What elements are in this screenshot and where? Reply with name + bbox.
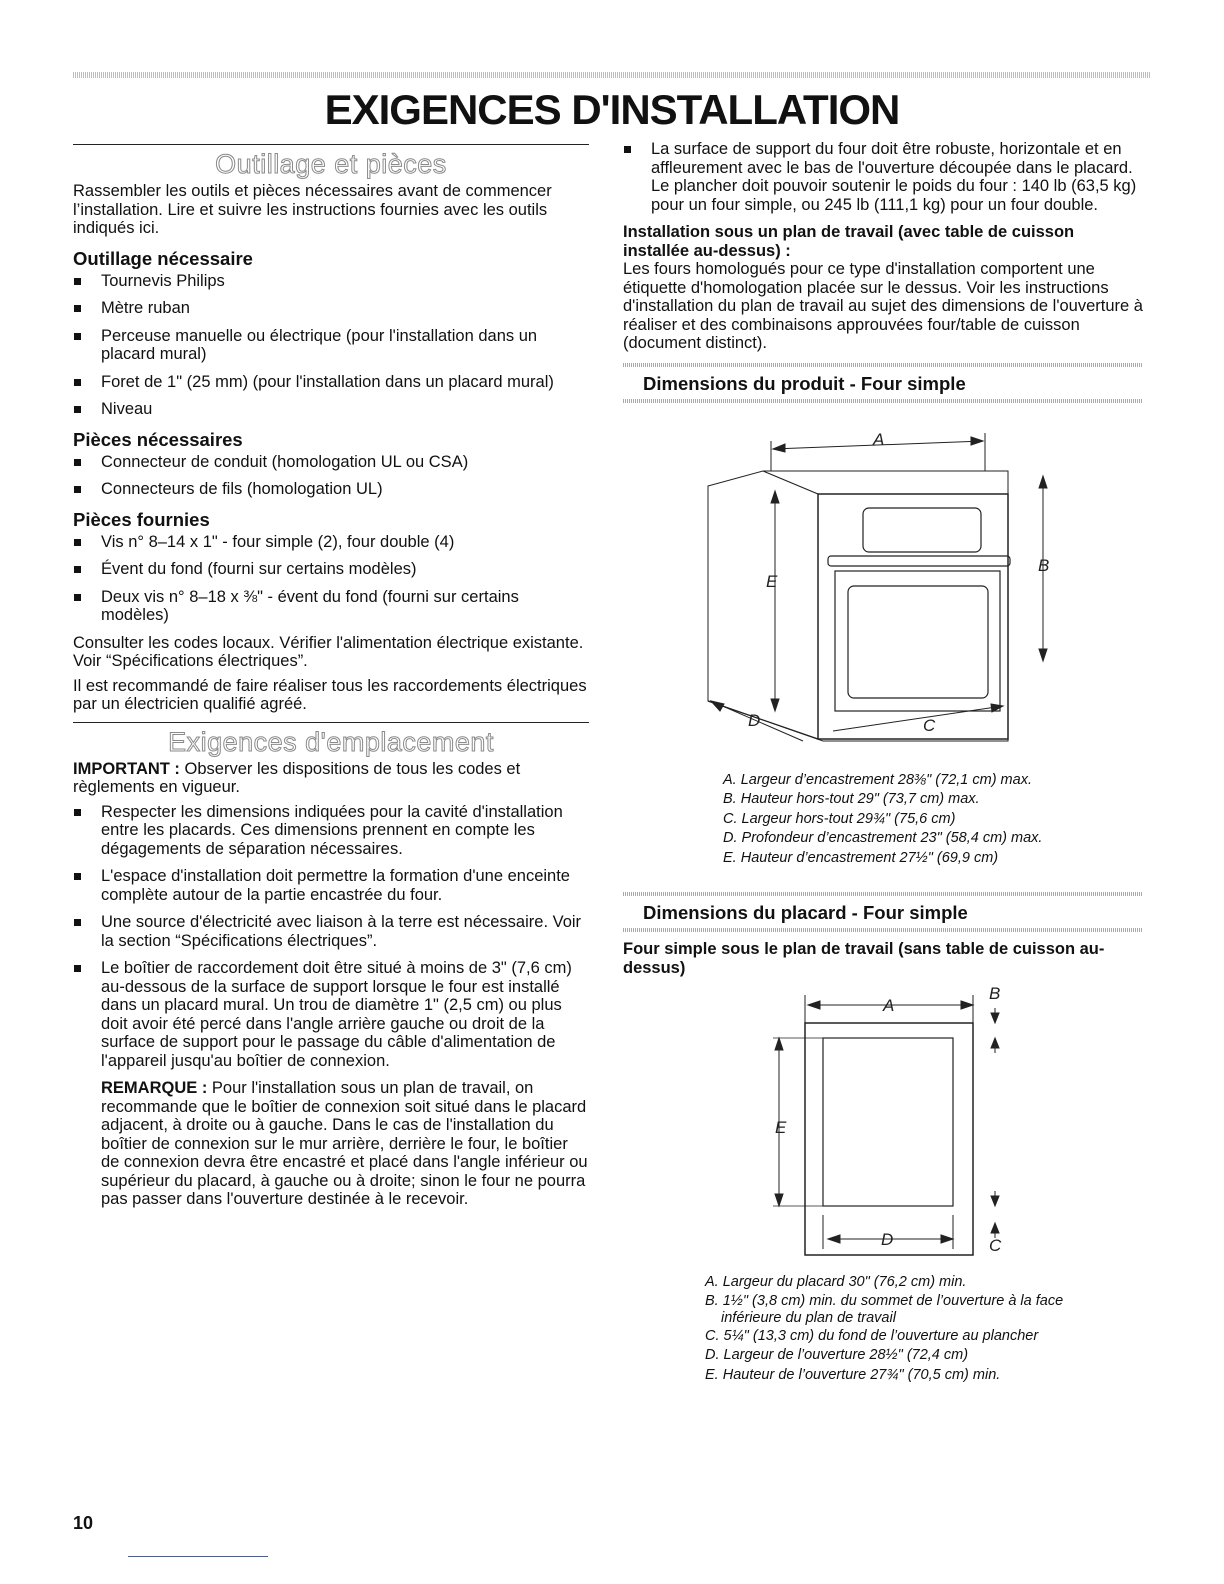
cabinet-label-e: E — [775, 1118, 787, 1137]
list-item: Connecteur de conduit (homologation UL ou CSA) — [73, 453, 589, 472]
section-rule — [73, 722, 589, 723]
important-label: IMPORTANT : — [73, 759, 180, 778]
supplied-parts-list — [73, 533, 589, 625]
remark-text: Pour l'installation sous un plan de travail, on recommande que le boîtier de connexion soit situé dans le placard adjacent, à droite ou à gauche. Dans le cas de l'installation du boîtier de connexion sur le mur arrière, derrière le four, le boîtier de connexion devra être encastré et placé dans l'angle inférieur ou supérieur du placard, à gauche ou à droite; sinon le four ne pourra pas passer dans l'ouverture destinée à le recevoir. — [101, 1079, 588, 1208]
list-item: La surface de support du four doit être robuste, horizontale et en affleurement avec le bas de l'ouverture découpée dans le placard. Le plancher doit pouvoir soutenir le poids du four : 140 lb (63,5 kg) pour un four simple, ou 245 lb (111,1 kg) pour un four double. — [623, 140, 1143, 214]
electrician-note: Il est recommandé de faire réaliser tous les raccordements électriques par un électricien qualifié agréé. — [73, 676, 587, 713]
caption-line: A. Largeur d’encastrement 28⅜" (72,1 cm) max. — [723, 771, 1032, 788]
list-item: Foret de 1" (25 mm) (pour l'installation dans un placard mural) — [73, 373, 589, 392]
hatch-rule — [623, 399, 1143, 403]
caption-line: D. Largeur de l’ouverture 28½" (72,4 cm) — [705, 1347, 969, 1363]
list-item: Une source d'électricité avec liaison à la terre est nécessaire. Voir la section “Spécifications électriques”. — [73, 913, 589, 950]
list-item: Respecter les dimensions indiquées pour la cavité d'installation entre les placards. Ces dimensions prennent en compte les dégagements de séparation nécessaires. — [73, 803, 589, 859]
list-item: Vis n° 8–14 x 1" - four simple (2), four double (4) — [73, 533, 589, 552]
location-requirements-list — [73, 803, 589, 1071]
caption-line: C. Largeur hors-tout 29¾" (75,6 cm) — [723, 810, 956, 827]
location-section-heading: Exigences d'emplacement — [168, 726, 494, 757]
caption-line: E. Hauteur de l’ouverture 27¾" (70,5 cm) min. — [705, 1366, 1001, 1383]
right-column — [623, 140, 1143, 1385]
cabinet-dims-heading: Dimensions du placard - Four simple — [643, 902, 968, 923]
left-column — [73, 140, 589, 1215]
product-dims-heading: Dimensions du produit - Four simple — [643, 372, 966, 394]
cabinet-label-c: C — [989, 1236, 1002, 1255]
local-codes-note: Consulter les codes locaux. Vérifier l'alimentation électrique existante. Voir “Spécifications électriques”. — [73, 633, 584, 670]
required-parts-list — [73, 453, 589, 499]
required-parts-title: Pièces nécessaires — [73, 428, 243, 450]
caption-line: D. Profondeur d’encastrement 23" (58,4 cm) max. — [723, 830, 1043, 846]
caption-line: B. Hauteur hors-tout 29" (73,7 cm) max. — [723, 791, 980, 807]
top-hatch-bar — [73, 72, 1151, 78]
page-title: EXIGENCES D'INSTALLATION — [324, 86, 900, 133]
list-item: Tournevis Philips — [73, 272, 589, 291]
cabinet-dims-subtitle: Four simple sous le plan de travail (sans table de cuisson au-dessus) — [623, 940, 1105, 977]
list-item: Connecteurs de fils (homologation UL) — [73, 480, 589, 499]
product-label-d: D — [748, 710, 761, 730]
list-item: Deux vis n° 8–18 x ⅜" - évent du fond (fourni sur certains modèles) — [73, 588, 589, 625]
product-dims-caption — [723, 771, 1143, 869]
product-label-c: C — [923, 715, 936, 735]
section-rule — [73, 144, 589, 145]
support-list — [623, 140, 1143, 214]
product-label-b: B — [1038, 555, 1050, 575]
cabinet-dims-header — [623, 892, 1143, 932]
required-tools-title: Outillage nécessaire — [73, 247, 253, 269]
list-item: L'espace d'installation doit permettre la formation d'une enceinte complète autour de la partie encastrée du four. — [73, 867, 589, 904]
tools-section-heading: Outillage et pièces — [215, 149, 447, 179]
list-item: Mètre ruban — [73, 299, 589, 318]
product-label-e: E — [766, 571, 778, 591]
footer-line — [128, 1556, 268, 1557]
caption-line: C. 5¼" (13,3 cm) du fond de l’ouverture au plancher — [705, 1327, 1039, 1344]
undercounter-title: Installation sous un plan de travail (avec table de cuisson installée au-dessus) : — [623, 223, 1075, 260]
remark-label: REMARQUE : — [101, 1079, 208, 1097]
undercounter-text: Les fours homologués pour ce type d'installation comportent une étiquette d'homologation placée sur le dessus. Voir les instructions d'installation du plan de travail au sujet des dimensions de l'ouverture à réaliser et des combinaisons approuvées four/table de cuisson (document distinct). — [623, 260, 1143, 352]
product-dims-diagram — [623, 411, 1143, 771]
caption-line: A. Largeur du placard 30" (76,2 cm) min. — [705, 1274, 967, 1290]
caption-line: E. Hauteur d’encastrement 27½" (69,9 cm) — [723, 849, 999, 866]
cabinet-dims-diagram — [623, 983, 1143, 1273]
required-tools-list — [73, 272, 589, 419]
list-item: Niveau — [73, 400, 589, 419]
supplied-parts-title: Pièces fournies — [73, 508, 210, 530]
list-item: Perceuse manuelle ou électrique (pour l'installation dans un placard mural) — [73, 327, 589, 364]
product-dims-header — [623, 363, 1143, 403]
cabinet-dims-caption — [705, 1273, 1125, 1385]
product-label-a: A — [873, 429, 885, 449]
cabinet-label-d: D — [881, 1230, 894, 1249]
important-note — [73, 760, 589, 797]
important-text: Observer les dispositions de tous les codes et règlements en vigueur. — [73, 759, 521, 796]
page-number: 10 — [73, 1513, 94, 1533]
hatch-rule — [623, 928, 1143, 932]
list-item: Le boîtier de raccordement doit être situé à moins de 3" (7,6 cm) au-dessous de la surface de support lorsque le four est installé dans un placard mural. Un trou de diamètre 1" (2,5 cm) ou plus doit avoir été percé dans l'angle arrière gauche ou droit de la surface de support pour le passage du câble d'alimentation de l'appareil jusqu'au boîtier de connexion. — [73, 959, 589, 1070]
cabinet-label-a: A — [883, 996, 895, 1015]
remark-note — [101, 1079, 589, 1209]
list-item: Évent du fond (fourni sur certains modèles) — [73, 560, 589, 579]
cabinet-label-b: B — [989, 984, 1001, 1003]
tools-intro: Rassembler les outils et pièces nécessaires avant de commencer l’installation. Lire et suivre les instructions fournies avec les outils indiqués ici. — [73, 182, 552, 237]
caption-line: B. 1½" (3,8 cm) min. du sommet de l’ouverture à la face inférieure du plan de travail — [705, 1292, 1064, 1326]
